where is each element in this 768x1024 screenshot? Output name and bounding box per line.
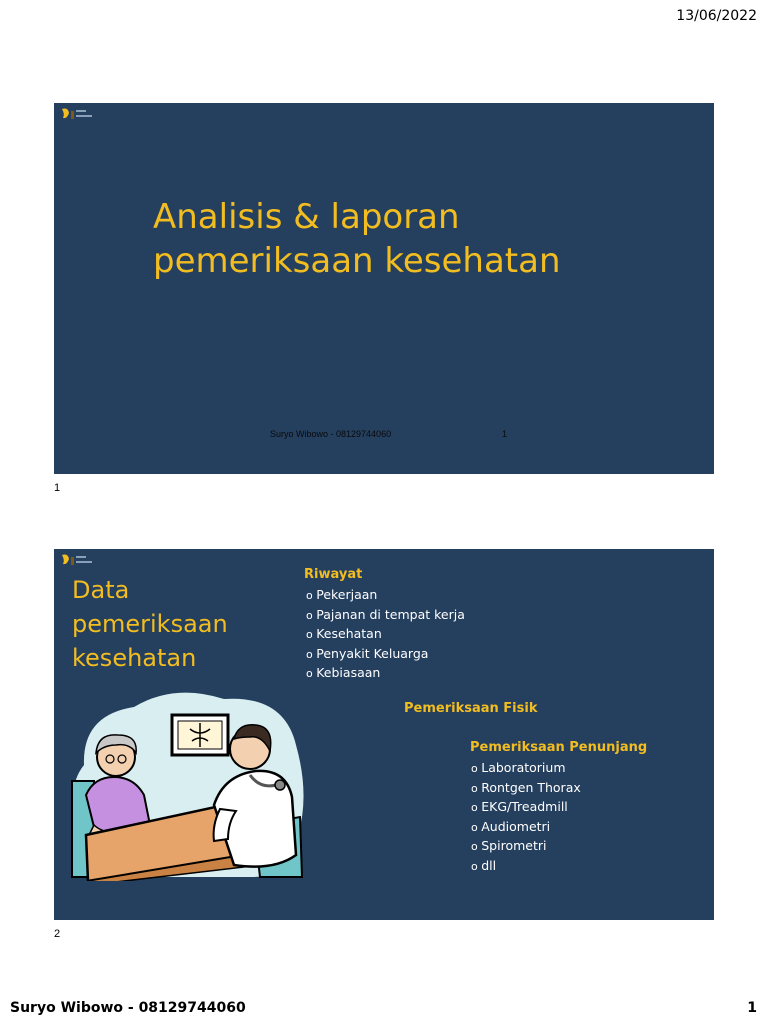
slide-2: [54, 549, 714, 920]
doctor-patient-consultation-illustration: [64, 685, 306, 881]
slide-2-title-line-2: pemeriksaan: [72, 610, 228, 638]
penunjang-list: [471, 759, 581, 876]
list-item: o Pekerjaan: [306, 586, 465, 606]
pemeriksaan-fisik-heading: Pemeriksaan Fisik: [404, 701, 538, 716]
list-item: o Kebiasaan: [306, 664, 465, 684]
slide-2-title-line-1: Data: [72, 576, 130, 604]
slide-2-thumbnail-number: 2: [54, 928, 61, 940]
slide-1-footer-author: Suryo Wibowo - 08129744060: [270, 429, 392, 439]
list-item: o Pajanan di tempat kerja: [306, 606, 465, 626]
slide-1-title-line-2: pemeriksaan kesehatan: [153, 241, 561, 281]
page-date: 13/06/2022: [676, 8, 757, 24]
institution-logo-icon: [59, 553, 99, 567]
slide-2-title-line-3: kesehatan: [72, 644, 197, 672]
list-item: o Rontgen Thorax: [471, 779, 581, 799]
list-item: o Spirometri: [471, 837, 581, 857]
institution-logo-icon: [59, 107, 99, 121]
slide-1-thumbnail-number: 1: [54, 482, 61, 494]
list-item: o dll: [471, 857, 581, 877]
slide-2-title: [72, 573, 228, 675]
list-item: o EKG/Treadmill: [471, 798, 581, 818]
list-item: o Penyakit Keluarga: [306, 645, 465, 665]
slide-1-title-line-1: Analisis & laporan: [153, 197, 460, 237]
list-item: o Audiometri: [471, 818, 581, 838]
slide-1: [54, 103, 714, 474]
riwayat-list: [306, 586, 465, 684]
pemeriksaan-penunjang-heading: Pemeriksaan Penunjang: [470, 740, 648, 755]
slide-1-footer-number: 1: [502, 429, 508, 439]
page-footer-author: Suryo Wibowo - 08129744060: [10, 1000, 246, 1016]
list-item: o Laboratorium: [471, 759, 581, 779]
list-item: o Kesehatan: [306, 625, 465, 645]
riwayat-heading: Riwayat: [304, 567, 363, 582]
page-footer-number: 1: [747, 1000, 757, 1016]
slide-1-title: [153, 195, 561, 283]
